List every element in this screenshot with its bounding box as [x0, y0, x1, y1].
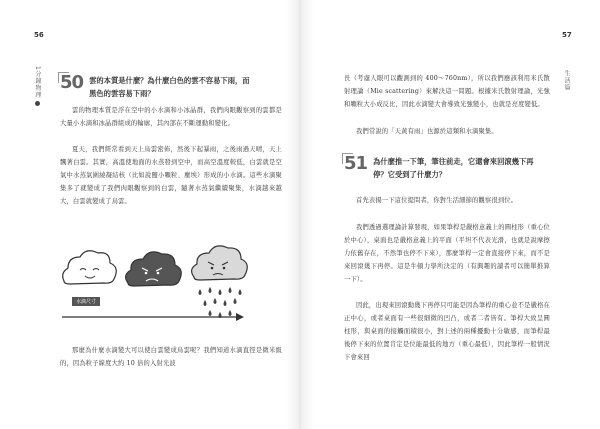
right-page: [300, 0, 600, 429]
paragraph: 雲的物理本質是浮在空中的小水滴和小冰晶群，我們肉眼觀察到的雲都是大量小水滴和冰晶群組成的輪廓，其內部在不斷運動和變化。: [60, 107, 282, 128]
question-number-box: [344, 155, 367, 173]
paragraph: 那麼為什麼水滴變大可以使白雲變成烏雲呢？我們知道水滴直徑是微米級的，因為粒子線度大約 10 倍的入射光波: [60, 347, 282, 368]
droplet-size-label: 水滴尺寸: [72, 297, 100, 306]
side-label: 生活篇: [563, 70, 570, 91]
question-number: 50: [60, 72, 84, 93]
question-heading: [344, 155, 556, 181]
side-label: 1分鐘物理: [33, 66, 42, 106]
question-title: 為什麼推一下筆，筆往前走，它還會來回滾幾下再 停？它受到了什麼力？: [373, 157, 534, 179]
raindrops-icon: [199, 287, 242, 318]
cloud-illustration: [58, 237, 256, 333]
paragraph: 因此，出現來回滾動幾下再停只可能是因為筆桿的重心並不是嚴格在正中心，或者桌面有一些很細微的凹凸，或者二者皆有。筆桿大致呈圓柱形，與桌面的接觸面積很小，對上述的兩種擾動十分敏感，而筆桿最後停下來的位置肯定是位能最低的地方（重心最低），因此筆桿一般情況下會來回: [344, 302, 550, 362]
gray-cloud-icon: [126, 252, 182, 286]
paragraph: 夏天，我們經常看到天上烏雲密佈，然後下起暴雨，之後雨過天晴，天上飄著白雲。其實，高溫使地面的水蒸發到空中，而高空溫度較低，白雲就是空氣中水蒸氣圍繞凝結核（比如說鹽小顆粒、塵埃）形成的小水滴。這些水滴聚集多了就變成了我們肉眼觀察到的白雲，隨著水蒸氣繼續聚集，水滴越來越大，白雲就變成了烏雲。: [60, 146, 282, 206]
page-number: 56: [34, 31, 44, 39]
question-heading: [60, 74, 290, 100]
cloud-diagram-icon: [58, 237, 256, 333]
paragraph: 我們常說的「天黃有雨」也源於這類和水滴聚集。: [356, 128, 498, 135]
size-arrow-icon: [62, 313, 244, 321]
question-title: 雲的本質是什麼？為什麼白色的雲不容易下雨，而 黑色的雲容易下雨？: [89, 76, 250, 98]
question-number: 51: [344, 153, 368, 174]
bullet-dot-icon: [35, 101, 40, 106]
rain-cloud-icon: [192, 246, 248, 318]
page-number: 57: [562, 31, 572, 39]
paragraph: 首先表揚一下這位提問者，你對生活細節的觀察很到位。: [356, 197, 518, 204]
question-number-box: [60, 74, 83, 92]
white-cloud-icon: [63, 251, 117, 284]
paragraph: 長（考慮人眼可以觀測到的 400～760nm），所以我們應該利用米氏散射理論（Mie scattering）來解決這一問題。根據米氏散射理論，光強和顆粒大小成反比，因此水滴變大會導致光強變小，也就是亮度變低。: [344, 75, 550, 109]
paragraph: 我們透過選理論計算發現，如果筆桿是嚴格意義上的圓柱形（重心位於中心），桌面也是嚴格意義上的平面（平坦不代表光滑，也就是說摩擦力依舊存在，不然筆也停不下來），那麼筆桿一定會直接停下來，而不是來回滾幾下再停。這是牛頓力學所決定的（有興趣的讀者可以簡單推算一下）。: [344, 224, 550, 284]
